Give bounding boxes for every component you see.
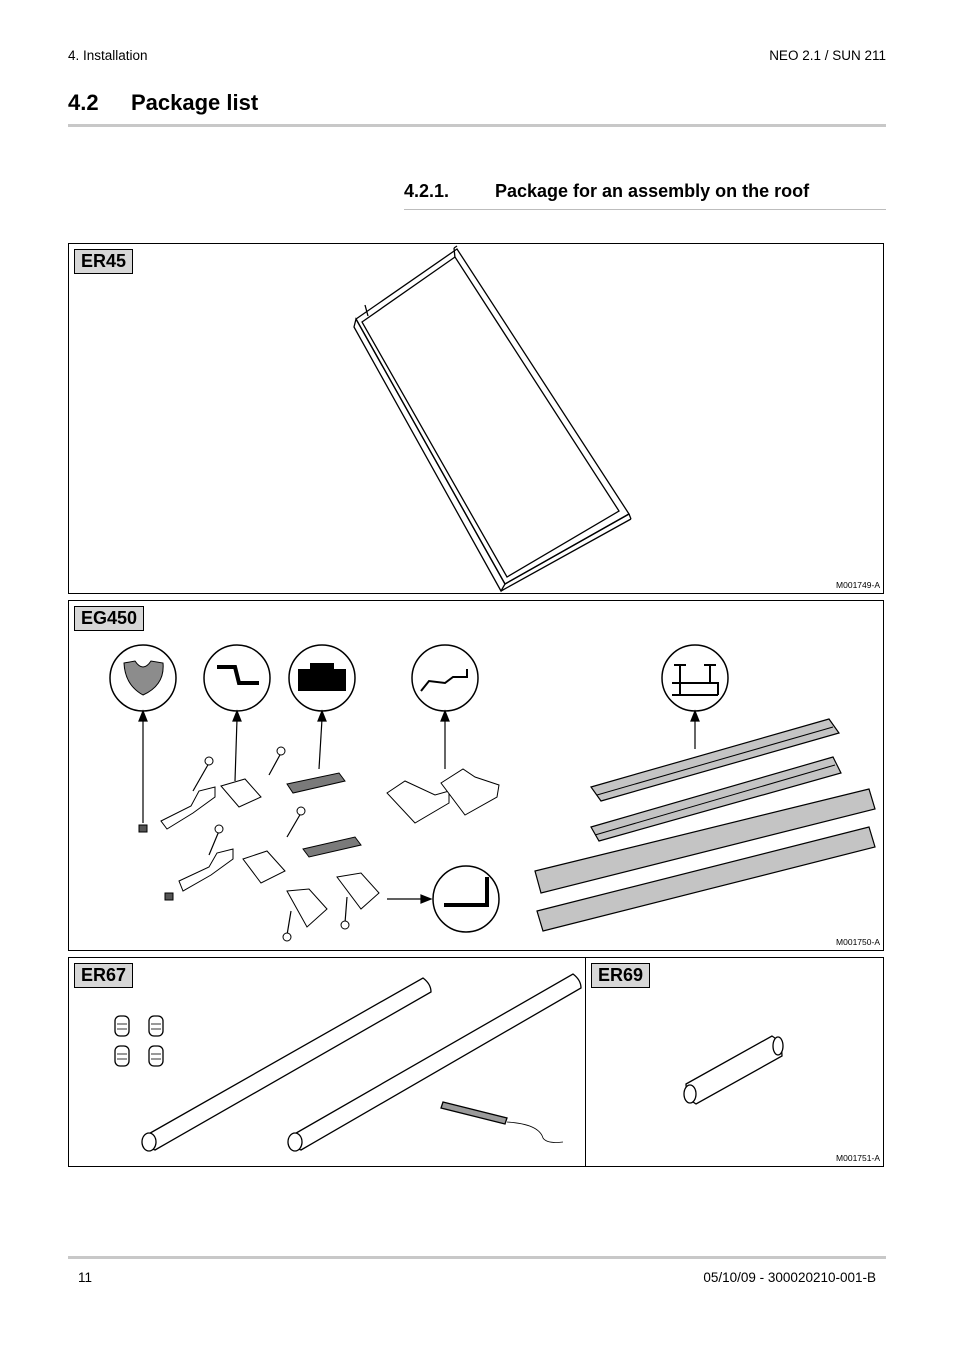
section-number: 4.2: [68, 90, 99, 115]
figure-tag-eg450: EG450: [74, 606, 144, 631]
figure-tag-er67: ER67: [74, 963, 133, 988]
figure-tag-er45: ER45: [74, 249, 133, 274]
subsection-rule: [404, 209, 886, 210]
figure-ref-er69: M001751-A: [836, 1153, 880, 1163]
fixing-kit-illustration: [69, 601, 885, 952]
figure-ref-er45: M001749-A: [836, 580, 880, 590]
subsection-title: Package for an assembly on the roof: [495, 181, 810, 201]
subsection-heading: [404, 181, 809, 202]
section-rule: [68, 124, 886, 127]
section-title: Package list: [131, 90, 259, 115]
figure-er45: [68, 243, 884, 594]
figure-ref-eg450: M001750-A: [836, 937, 880, 947]
subsection-number: 4.2.1.: [404, 181, 450, 201]
figure-tag-er69: ER69: [591, 963, 650, 988]
running-header-chapter: 4. Installation: [68, 48, 148, 63]
solar-collector-illustration: [69, 244, 885, 595]
figure-er67: [68, 957, 586, 1167]
running-header-product: NEO 2.1 / SUN 211: [769, 48, 886, 63]
tube-kit-illustration: [69, 958, 587, 1168]
figure-eg450: [68, 600, 884, 951]
figure-er69: [585, 957, 884, 1167]
document-reference: 05/10/09 - 300020210-001-B: [703, 1270, 876, 1285]
short-tube-illustration: [586, 958, 885, 1168]
section-heading: [68, 90, 258, 116]
page-number: 11: [78, 1270, 93, 1285]
footer-rule: [68, 1256, 886, 1259]
